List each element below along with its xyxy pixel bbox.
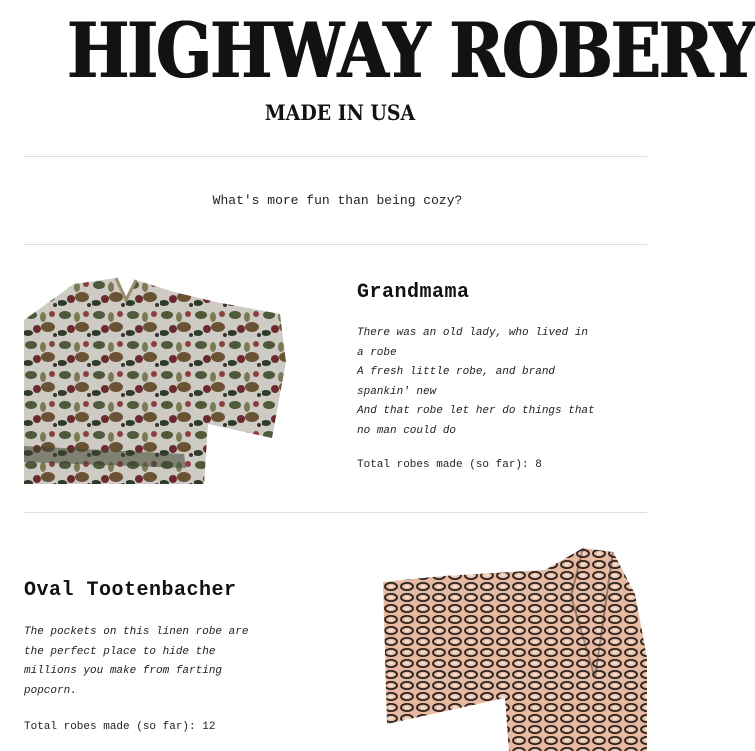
description-line: The pockets on this linen robe are [24, 626, 249, 638]
divider [24, 244, 647, 245]
tagline: What's more fun than being cozy? [212, 193, 463, 208]
description-line: a robe [357, 346, 397, 359]
made-in-usa: MADE IN USA [264, 100, 416, 125]
floral-robe-image[interactable] [24, 278, 286, 484]
brand-logo[interactable]: HIGHWAY ROBERY [67, 6, 755, 95]
description-line: And that robe let her do things that [357, 405, 595, 417]
description-line: no man could do [357, 424, 457, 437]
robe-title: Oval Tootenbacher [24, 579, 237, 602]
robe-count: Total robes made (so far): 8 [357, 459, 542, 471]
description-line: There was an old lady, who lived in [357, 327, 589, 339]
description-line: A fresh little robe, and brand [357, 366, 556, 378]
robe-description [357, 324, 647, 441]
robe-description [24, 623, 324, 701]
description-line: spankin' new [357, 385, 437, 398]
description-line: the perfect place to hide the [24, 645, 216, 658]
description-line: millions you make from farting [24, 665, 223, 677]
robe-count: Total robes made (so far): 12 [24, 721, 216, 733]
description-line: popcorn. [24, 684, 77, 697]
oval-pattern-robe-image[interactable] [383, 548, 647, 751]
robe-title: Grandmama [357, 281, 470, 304]
divider [24, 156, 647, 157]
divider [24, 512, 647, 513]
